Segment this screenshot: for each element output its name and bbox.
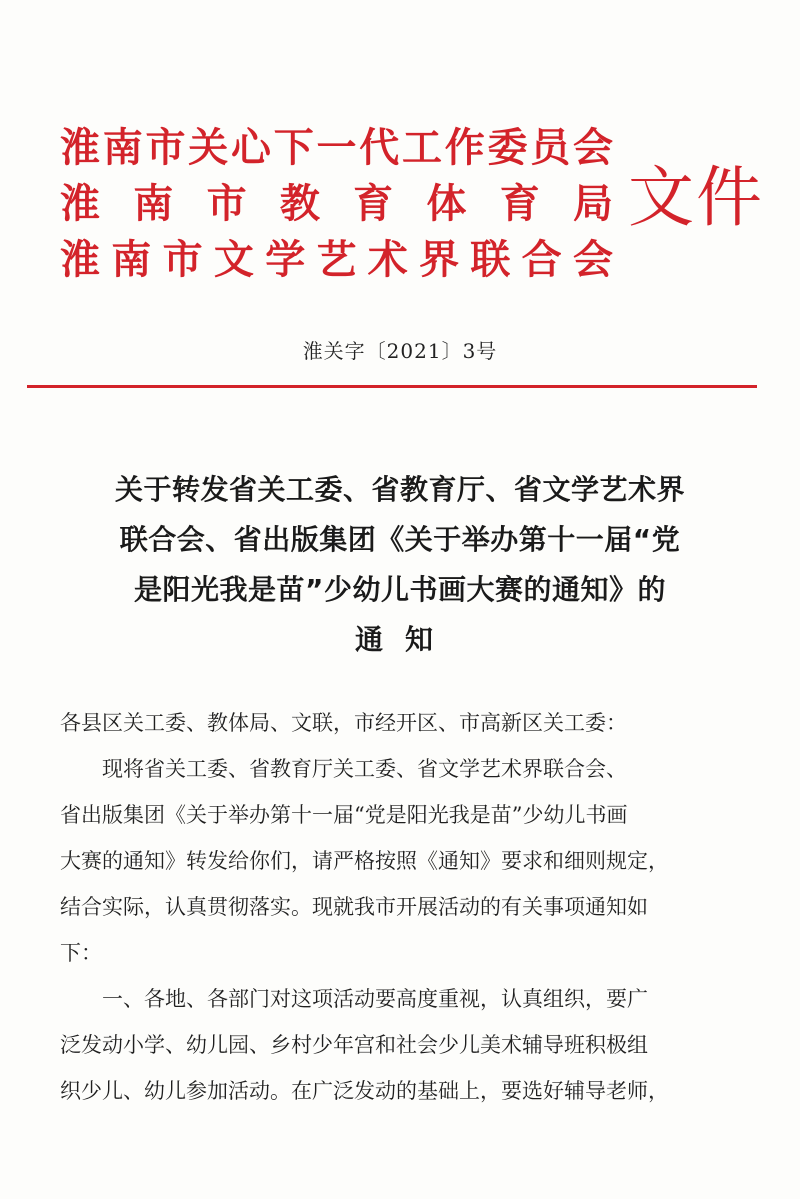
- issuer-char: 育: [499, 181, 540, 227]
- document-type-label: 文件: [628, 159, 764, 236]
- issuer-char: 局: [572, 181, 613, 227]
- letterhead: [60, 120, 620, 288]
- title-line: 联合会、省出版集团《关于举办第十一届“党: [119, 523, 681, 556]
- issuer-char: 淮: [60, 125, 100, 171]
- body-line: 下：: [60, 941, 102, 965]
- issuer-char: 联: [470, 237, 511, 283]
- issuer-char: 下: [273, 125, 314, 171]
- issuer-char: 淮: [60, 181, 100, 227]
- issuer-char: 育: [353, 181, 394, 227]
- issuer-char: 淮: [60, 237, 100, 283]
- title-line: 是阳光我是苗”少幼儿书画大赛的通知》的: [134, 573, 666, 606]
- issuer-char: 南: [111, 237, 152, 283]
- body-line: 一、各地、各部门对这项活动要高度重视，认真组织，要广: [102, 987, 648, 1011]
- issuer-name: [60, 176, 613, 232]
- issuer-char: 教: [279, 181, 320, 227]
- issuer-char: 合: [521, 237, 562, 283]
- issuer-name: [60, 232, 613, 288]
- issuer-char: 员: [530, 125, 571, 171]
- issuer-char: 艺: [316, 237, 357, 283]
- issuer-char: 委: [487, 125, 528, 171]
- issuer-char: 作: [444, 125, 485, 171]
- issuer-char: 代: [359, 125, 400, 171]
- issuer-char: 南: [102, 125, 143, 171]
- body-line: 大赛的通知》转发给你们，请严格按照《通知》要求和细则规定，: [60, 849, 669, 873]
- title-line: 关于转发省关工委、省教育厅、省文学艺术界: [114, 473, 685, 506]
- body-line: 省出版集团《关于举办第十一届“党是阳光我是苗”少幼儿书画: [60, 803, 628, 827]
- issuer-char: 市: [206, 181, 247, 227]
- body-line: 泛发动小学、幼儿园、乡村少年宫和社会少儿美术辅导班积极组: [60, 1033, 648, 1057]
- issuer-char: 体: [426, 181, 467, 227]
- issuer-char: 会: [573, 125, 613, 171]
- issuer-char: 会: [572, 237, 613, 283]
- issuer-char: 术: [367, 237, 408, 283]
- issuer-char: 关: [188, 125, 229, 171]
- red-divider-line: [27, 385, 757, 388]
- notice-title: [60, 465, 740, 665]
- issuer-char: 南: [133, 181, 174, 227]
- issuer-char: 心: [231, 125, 271, 171]
- addressee: 各县区关工委、教体局、文联，市经开区、市高新区关工委：: [60, 711, 627, 735]
- issuer-char: 市: [162, 237, 203, 283]
- notice-body: [60, 700, 750, 1114]
- title-line: 通知: [354, 623, 455, 656]
- issuer-char: 文: [213, 237, 254, 283]
- issuer-char: 学: [265, 237, 306, 283]
- body-line: 织少儿、幼儿参加活动。在广泛发动的基础上，要选好辅导老师，: [60, 1079, 669, 1103]
- issuer-char: 一: [316, 125, 357, 171]
- body-line: 结合实际，认真贯彻落实。现就我市开展活动的有关事项通知如: [60, 895, 648, 919]
- issuer-char: 市: [145, 125, 186, 171]
- issuer-char: 工: [402, 125, 442, 171]
- issuer-name: [60, 120, 613, 176]
- issuer-char: 界: [419, 237, 460, 283]
- document-number: 淮关字〔2021〕3号: [302, 339, 498, 363]
- body-line: 现将省关工委、省教育厅关工委、省文学艺术界联合会、: [102, 757, 627, 781]
